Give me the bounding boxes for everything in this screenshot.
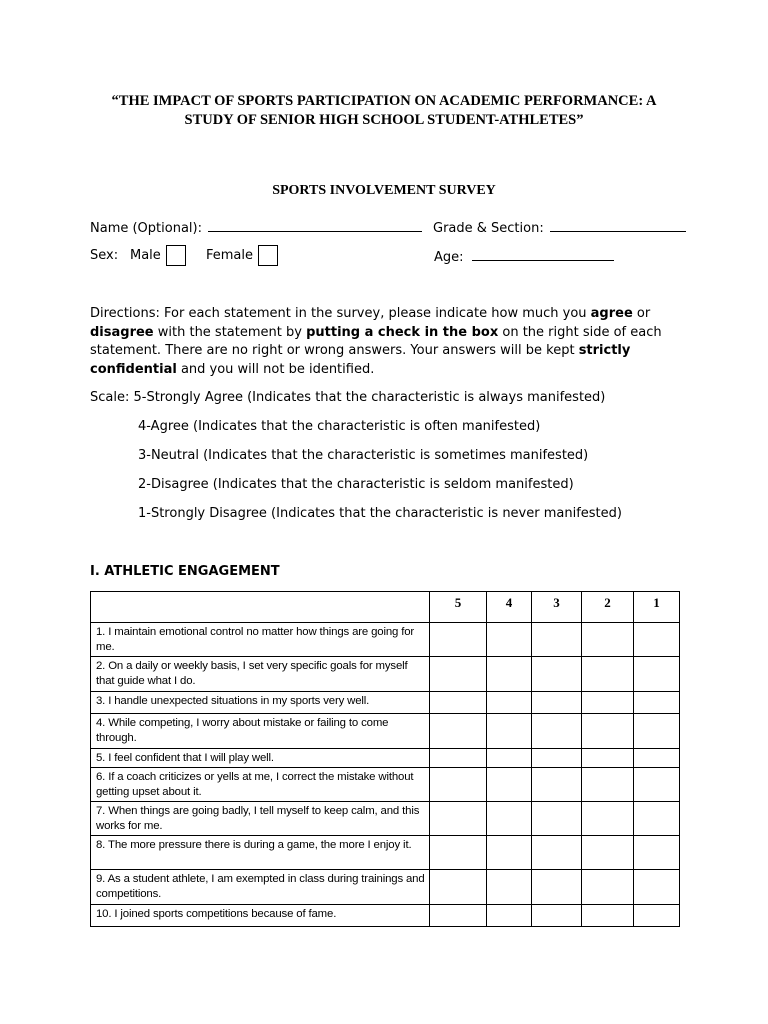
grade-section-field[interactable] [433,219,686,236]
rating-checkbox-2[interactable] [582,768,634,802]
directions-emphasis: agree [590,306,633,321]
age-field[interactable] [434,248,614,265]
scale-5: Scale: 5-Strongly Agree (Indicates that the characteristic is always manifested) [90,390,606,405]
rating-checkbox-1[interactable] [634,714,680,749]
female-checkbox[interactable] [258,245,278,266]
rating-checkbox-4[interactable] [487,623,532,657]
rating-checkbox-5[interactable] [430,749,487,768]
rating-checkbox-1[interactable] [634,905,680,927]
male-checkbox[interactable] [166,245,186,266]
column-header: 3 [532,592,582,623]
name-blank[interactable] [208,219,422,232]
directions-paragraph [90,305,690,379]
name-label: Name (Optional): [90,221,202,236]
rating-checkbox-3[interactable] [532,749,582,768]
statement-cell: 4. While competing, I worry about mistake or failing to come through. [91,714,430,749]
rating-checkbox-1[interactable] [634,623,680,657]
sex-label: Sex: [90,248,119,263]
rating-checkbox-3[interactable] [532,714,582,749]
directions-text: and you will not be identified. [176,361,375,377]
statement-cell: 10. I joined sports competitions because of fame. [91,905,430,927]
rating-checkbox-2[interactable] [582,657,634,692]
rating-checkbox-5[interactable] [430,768,487,802]
title-line-1: “THE IMPACT OF SPORTS PARTICIPATION ON ACADEMIC PERFORMANCE: A [111,93,657,109]
statement-cell: 3. I handle unexpected situations in my sports very well. [91,692,430,714]
title-line-2: STUDY OF SENIOR HIGH SCHOOL STUDENT-ATHLETES” [184,112,584,128]
rating-checkbox-1[interactable] [634,802,680,836]
survey-subtitle: SPORTS INVOLVEMENT SURVEY [272,183,496,198]
table-row [91,749,680,768]
rating-checkbox-2[interactable] [582,623,634,657]
rating-checkbox-5[interactable] [430,692,487,714]
scale-2: 2-Disagree (Indicates that the characteristic is seldom manifested) [138,477,574,492]
athletic-engagement-table [90,591,680,927]
rating-checkbox-5[interactable] [430,905,487,927]
table-row [91,623,680,657]
male-label: Male [130,248,161,263]
rating-checkbox-5[interactable] [430,836,487,870]
column-header: 1 [634,592,680,623]
table-row [91,905,680,927]
table-row [91,657,680,692]
document-title [60,92,708,130]
directions-text: with the statement by [153,324,307,340]
rating-checkbox-3[interactable] [532,768,582,802]
table-row [91,836,680,870]
rating-checkbox-3[interactable] [532,657,582,692]
statement-cell: 7. When things are going badly, I tell myself to keep calm, and this works for me. [91,802,430,836]
rating-checkbox-5[interactable] [430,714,487,749]
rating-checkbox-4[interactable] [487,714,532,749]
statement-cell: 9. As a student athlete, I am exempted in class during trainings and competitions. [91,870,430,905]
age-label: Age: [434,250,464,265]
rating-checkbox-5[interactable] [430,870,487,905]
rating-checkbox-3[interactable] [532,905,582,927]
directions-text: on the right side of each statement. There are no right or wrong answers. Your answers will be kept [90,324,662,358]
rating-checkbox-2[interactable] [582,802,634,836]
rating-checkbox-4[interactable] [487,692,532,714]
rating-checkbox-2[interactable] [582,905,634,927]
grade-section-blank[interactable] [550,219,686,232]
directions-emphasis: putting a check in the box [306,324,499,340]
rating-checkbox-1[interactable] [634,836,680,870]
rating-checkbox-3[interactable] [532,692,582,714]
scale-1: 1-Strongly Disagree (Indicates that the characteristic is never manifested) [138,506,622,521]
female-label: Female [206,248,254,263]
directions-emphasis: strictly confidential [90,343,631,377]
rating-checkbox-5[interactable] [430,802,487,836]
rating-checkbox-3[interactable] [532,802,582,836]
column-header: 4 [487,592,532,623]
age-blank[interactable] [472,248,614,261]
statement-cell: 1. I maintain emotional control no matter how things are going for me. [91,623,430,657]
table-row [91,714,680,749]
grade-section-label: Grade & Section: [433,221,544,236]
rating-checkbox-2[interactable] [582,836,634,870]
statement-column-header [91,592,430,623]
table-row [91,870,680,905]
rating-checkbox-1[interactable] [634,768,680,802]
rating-checkbox-5[interactable] [430,657,487,692]
rating-checkbox-4[interactable] [487,802,532,836]
rating-checkbox-1[interactable] [634,870,680,905]
rating-checkbox-5[interactable] [430,623,487,657]
column-header: 5 [430,592,487,623]
rating-checkbox-4[interactable] [487,836,532,870]
rating-checkbox-2[interactable] [582,870,634,905]
rating-checkbox-4[interactable] [487,905,532,927]
rating-checkbox-4[interactable] [487,749,532,768]
scale-3: 3-Neutral (Indicates that the characteristic is sometimes manifested) [138,448,589,463]
rating-checkbox-3[interactable] [532,623,582,657]
rating-checkbox-4[interactable] [487,870,532,905]
header-row [91,592,680,623]
rating-checkbox-2[interactable] [582,749,634,768]
rating-checkbox-4[interactable] [487,768,532,802]
rating-checkbox-1[interactable] [634,692,680,714]
rating-checkbox-1[interactable] [634,657,680,692]
table-row [91,692,680,714]
statement-cell: 6. If a coach criticizes or yells at me, I correct the mistake without getting upset about it. [91,768,430,802]
scale-4: 4-Agree (Indicates that the characteristic is often manifested) [138,419,541,434]
statement-cell: 5. I feel confident that I will play well. [91,749,430,768]
table-row [91,768,680,802]
directions-text: or [632,306,651,321]
column-header: 2 [582,592,634,623]
rating-checkbox-2[interactable] [582,714,634,749]
name-field[interactable] [90,219,422,236]
rating-checkbox-4[interactable] [487,657,532,692]
section-heading: I. ATHLETIC ENGAGEMENT [90,564,280,579]
statement-cell: 8. The more pressure there is during a game, the more I enjoy it. [91,836,430,870]
rating-checkbox-3[interactable] [532,836,582,870]
directions-text: Directions: For each statement in the survey, please indicate how much you [90,306,591,321]
rating-checkbox-1[interactable] [634,749,680,768]
table-row [91,802,680,836]
rating-checkbox-2[interactable] [582,692,634,714]
statement-cell: 2. On a daily or weekly basis, I set very specific goals for myself that guide what I do. [91,657,430,692]
directions-emphasis: disagree [90,324,154,340]
rating-checkbox-3[interactable] [532,870,582,905]
